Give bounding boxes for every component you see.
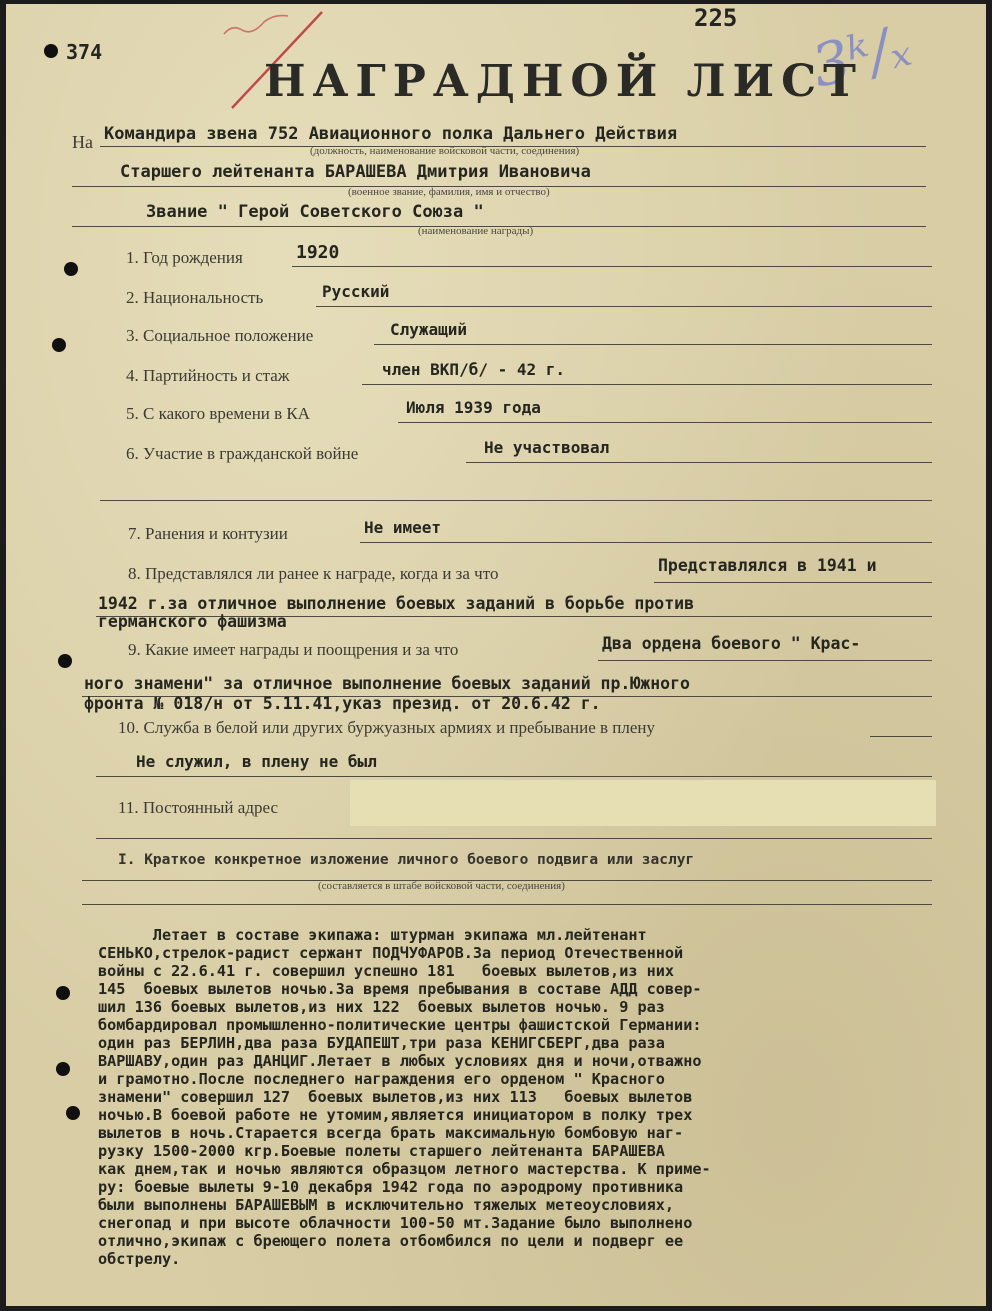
rule <box>100 500 932 501</box>
rule <box>654 582 932 583</box>
field-cont-awards-2: фронта № 018/н от 5.11.41,указ презид. от 20.6.42 г. <box>84 694 601 713</box>
rule <box>96 776 932 777</box>
field-label-address: 11. Постоянный адрес <box>118 798 278 817</box>
hole-punch <box>66 1106 80 1120</box>
hole-punch <box>58 654 72 668</box>
narrative-line: войны с 22.6.41 г. совершил успешно 181 боевых вылетов,из них <box>98 962 675 980</box>
to-value: Командира звена 752 Авиационного полка Дальнего Действия <box>104 124 678 144</box>
hole-punch <box>52 338 66 352</box>
field-label-prev-awarded: 8. Представлялся ли ранее к награде, когда и за что <box>128 564 499 583</box>
rule <box>466 462 932 463</box>
field-label-birth-year: 1. Год рождения <box>126 248 243 267</box>
field-label-party: 4. Партийность и стаж <box>126 366 290 385</box>
field-label-white-army: 10. Служба в белой или других буржуазных армиях и пребывание в плену <box>118 718 655 737</box>
narrative-line: вылетов в ночь.Старается всегда брать максимальную бомбовую наг- <box>98 1124 684 1142</box>
page-number: 225 <box>694 4 738 32</box>
award-caption: (наименование награды) <box>418 225 534 237</box>
hole-punch <box>56 986 70 1000</box>
field-label-civil-war: 6. Участие в гражданской войне <box>126 444 359 463</box>
field-label-wounds: 7. Ранения и контузии <box>128 524 288 543</box>
award-sheet <box>6 4 986 1306</box>
name-value: Старшего лейтенанта БАРАШЕВА Дмитрия Ивановича <box>120 162 591 182</box>
narrative-line: шил 136 боевых вылетов,из них 122 боевых вылетов ночью. 9 раз <box>98 998 665 1016</box>
rule <box>292 266 932 267</box>
field-cont-prev-awarded-2: германского фашизма <box>98 612 287 631</box>
field-value-civil-war: Не участвовал <box>484 438 610 457</box>
narrative-line: бомбардировал промышленно-политические центры фашистской Германии: <box>98 1016 702 1034</box>
field-value-white-army: Не служил, в плену не был <box>136 752 377 771</box>
field-label-nationality: 2. Национальность <box>126 288 264 307</box>
narrative-line: 145 боевых вылетов ночью.За время пребывания в составе АДД совер- <box>98 980 702 998</box>
rule <box>398 422 932 423</box>
rule <box>598 660 932 661</box>
to-prefix: На <box>72 132 93 152</box>
field-value-wounds: Не имеет <box>364 518 442 537</box>
rule <box>870 736 932 737</box>
archive-number: 374 <box>66 40 103 64</box>
hole-punch <box>44 44 58 58</box>
section-heading: I. Краткое конкретное изложение личного боевого подвига или заслуг <box>118 852 695 868</box>
field-value-nationality: Русский <box>322 282 390 301</box>
hole-punch <box>56 1062 70 1076</box>
narrative-line: ночью.В боевой работе не утомим,является инициатором в полку трех <box>98 1106 693 1124</box>
narrative-line: СЕНЬКО,стрелок-радист сержант ПОДЧУФАРОВ.За период Отечественной <box>98 944 684 962</box>
rule <box>96 838 932 839</box>
narrative-line: снегопад и при высоте облачности 100-50 мт.Задание было выполнено <box>98 1214 693 1232</box>
section-caption: (составляется в штабе войсковой части, соединения) <box>318 880 565 892</box>
field-label-awards: 9. Какие имеет награды и поощрения и за что <box>128 640 459 659</box>
rule <box>82 904 932 905</box>
field-label-since-ka: 5. С какого времени в КА <box>126 404 311 423</box>
document-title: НАГРАДНОЙ ЛИСТ <box>264 56 863 107</box>
redacted-address <box>350 780 936 826</box>
narrative-line: и грамотно.После последнего награждения его орденом " Красного <box>98 1070 665 1088</box>
field-cont-prev-awarded-1: 1942 г.за отличное выполнение боевых заданий в борьбе против <box>98 594 695 613</box>
rule <box>360 542 932 543</box>
narrative-line: отлично,экипаж с бреющего полета отбомбился по цели и подверг ее <box>98 1232 684 1250</box>
rule <box>374 344 932 345</box>
blue-pencil-mark: 3ᵏ/ₓ <box>805 11 917 101</box>
narrative-line: рузку 1500-2000 кгр.Боевые полеты старшего лейтенанта БАРАШЕВА <box>98 1142 665 1160</box>
field-value-birth-year: 1920 <box>296 242 340 263</box>
field-label-social-status: 3. Социальное положение <box>126 326 314 345</box>
narrative-line: ВАРШАВУ,один раз ДАНЦИГ.Летает в любых условиях дня и ночи,отважно <box>98 1052 702 1070</box>
field-value-since-ka: Июля 1939 года <box>406 398 541 417</box>
narrative-line: обстрелу. <box>98 1250 181 1268</box>
award-value: Звание " Герой Советского Союза " <box>146 202 484 222</box>
narrative-line: один раз БЕРЛИН,два раза БУДАПЕШТ,три раза КЕНИГСБЕРГ,два раза <box>98 1034 665 1052</box>
field-value-awards: Два ордена боевого " Крас- <box>602 634 861 653</box>
rule <box>316 306 932 307</box>
name-caption: (военное звание, фамилия, имя и отчество) <box>348 186 550 198</box>
narrative-line: знамени" совершил 127 боевых вылетов,из них 113 боевых вылетов <box>98 1088 693 1106</box>
narrative-line: Летает в составе экипажа: штурман экипажа мл.лейтенант <box>98 926 647 944</box>
field-value-social-status: Служащий <box>390 320 468 339</box>
hole-punch <box>64 262 78 276</box>
narrative-line: ру: боевые вылеты 9-10 декабря 1942 года по аэродрому противника <box>98 1178 684 1196</box>
field-cont-awards-1: ного знамени" за отличное выполнение боевых заданий пр.Южного <box>84 674 690 693</box>
rule <box>362 384 932 385</box>
narrative-line: как днем,так и ночью являются образцом летного мастерства. К приме- <box>98 1160 711 1178</box>
field-value-prev-awarded: Представлялся в 1941 и <box>658 556 877 575</box>
field-value-party: член ВКП/б/ - 42 г. <box>382 360 566 379</box>
to-caption: (должность, наименование войсковой части, соединения) <box>310 145 580 157</box>
narrative-line: были выполнены БАРАШЕВЫМ в исключительно тяжелых метеоусловиях, <box>98 1196 675 1214</box>
